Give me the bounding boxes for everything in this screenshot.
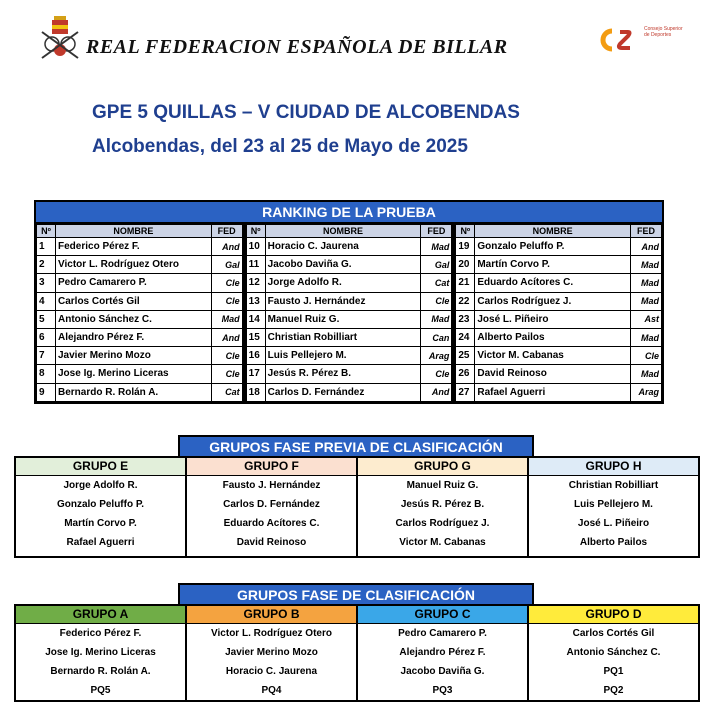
ranking-subtable: [455, 224, 662, 402]
table-row: [37, 238, 243, 256]
list-item: Martín Corvo P.: [64, 518, 137, 529]
rank-position: 19: [456, 238, 475, 256]
rank-position: 4: [37, 292, 56, 310]
player-federation: Mad: [631, 365, 662, 383]
table-row: [37, 365, 243, 383]
group-header: GRUPO D: [529, 606, 698, 624]
table-row: [456, 365, 662, 383]
table-row: [37, 310, 243, 328]
rank-position: 26: [456, 365, 475, 383]
player-federation: Mad: [631, 256, 662, 274]
ranking-header-row: [456, 225, 662, 238]
rank-position: 6: [37, 328, 56, 346]
list-item: Jorge Adolfo R.: [63, 480, 138, 491]
player-name: Victor L. Rodríguez Otero: [56, 256, 212, 274]
player-name: Christian Robilliart: [265, 328, 421, 346]
player-federation: Mad: [421, 238, 452, 256]
list-item: Victor L. Rodríguez Otero: [211, 628, 332, 639]
player-federation: Cle: [421, 292, 452, 310]
player-name: Victor M. Cabanas: [475, 347, 631, 365]
table-row: [37, 328, 243, 346]
player-federation: Mad: [421, 310, 452, 328]
player-federation: Mad: [211, 310, 242, 328]
group-column: [187, 458, 358, 556]
player-federation: Can: [421, 328, 452, 346]
table-row: [456, 310, 662, 328]
group-column: [529, 458, 698, 556]
previa-groups: [14, 456, 700, 558]
table-row: [246, 328, 452, 346]
table-row: [456, 347, 662, 365]
group-column: [16, 458, 187, 556]
ranking-column: [36, 224, 246, 402]
rank-position: 18: [246, 383, 265, 401]
ranking-header-row: [246, 225, 452, 238]
col-n-header: Nº: [246, 225, 265, 238]
player-name: Rafael Aguerri: [475, 383, 631, 401]
list-item: Jacobo Daviña G.: [400, 666, 485, 677]
group-column: [358, 458, 529, 556]
list-item: Luis Pellejero M.: [574, 499, 653, 510]
player-federation: Arag: [421, 347, 452, 365]
col-name-header: NOMBRE: [56, 225, 212, 238]
ranking-table: [34, 200, 664, 404]
list-item: Manuel Ruiz G.: [406, 480, 479, 491]
player-name: Javier Merino Mozo: [56, 347, 212, 365]
ranking-subtable: [246, 224, 453, 402]
player-name: Eduardo Acítores C.: [475, 274, 631, 292]
player-name: Antonio Sánchez C.: [56, 310, 212, 328]
player-name: David Reinoso: [475, 365, 631, 383]
player-name: Jorge Adolfo R.: [265, 274, 421, 292]
group-column: [16, 606, 187, 700]
ranking-columns: [34, 222, 664, 404]
list-item: Horacio C. Jaurena: [225, 666, 318, 677]
player-federation: And: [211, 238, 242, 256]
col-name-header: NOMBRE: [475, 225, 631, 238]
rank-position: 25: [456, 347, 475, 365]
player-federation: Mad: [631, 274, 662, 292]
group-header: GRUPO C: [358, 606, 527, 624]
player-name: Fausto J. Hernández: [265, 292, 421, 310]
list-item: Carlos D. Fernández: [223, 499, 320, 510]
rank-position: 5: [37, 310, 56, 328]
federation-crest-icon: [38, 14, 82, 62]
player-federation: Cle: [211, 292, 242, 310]
player-name: Pedro Camarero P.: [56, 274, 212, 292]
player-federation: Cat: [421, 274, 452, 292]
table-row: [456, 383, 662, 401]
group-header: GRUPO E: [16, 458, 185, 476]
col-n-header: Nº: [456, 225, 475, 238]
list-item: Victor M. Cabanas: [399, 537, 486, 548]
player-name: Bernardo R. Rolán A.: [56, 383, 212, 401]
list-item: Antonio Sánchez C.: [566, 647, 661, 658]
player-federation: Gal: [421, 256, 452, 274]
player-federation: Cle: [211, 274, 242, 292]
list-item: Carlos Rodríguez J.: [395, 518, 490, 529]
list-item: Gonzalo Peluffo P.: [56, 499, 145, 510]
clasificacion-title: GRUPOS FASE DE CLASIFICACIÓN: [178, 583, 534, 607]
rank-position: 22: [456, 292, 475, 310]
rank-position: 13: [246, 292, 265, 310]
list-item: Rafael Aguerri: [66, 537, 135, 548]
table-row: [37, 383, 243, 401]
rank-position: 10: [246, 238, 265, 256]
col-fed-header: FED: [631, 225, 662, 238]
group-header: GRUPO H: [529, 458, 698, 476]
player-name: Alejandro Pérez F.: [56, 328, 212, 346]
table-row: [37, 292, 243, 310]
list-item: Eduardo Acítores C.: [223, 518, 320, 529]
player-federation: Arag: [631, 383, 662, 401]
col-fed-header: FED: [211, 225, 242, 238]
player-name: Jesús R. Pérez B.: [265, 365, 421, 383]
player-name: Horacio C. Jaurena: [265, 238, 421, 256]
player-name: Carlos D. Fernández: [265, 383, 421, 401]
player-federation: Cat: [211, 383, 242, 401]
player-name: Jacobo Daviña G.: [265, 256, 421, 274]
rank-position: 12: [246, 274, 265, 292]
ranking-column: [455, 224, 662, 402]
group-column: [358, 606, 529, 700]
group-header: GRUPO A: [16, 606, 185, 624]
player-federation: And: [631, 238, 662, 256]
list-item: Alberto Pailos: [579, 537, 648, 548]
list-item: PQ5: [90, 685, 111, 696]
table-row: [456, 256, 662, 274]
ranking-title: RANKING DE LA PRUEBA: [34, 200, 664, 222]
event-title: GPE 5 QUILLAS – V CIUDAD DE ALCOBENDAS: [92, 102, 520, 123]
list-item: Federico Pérez F.: [59, 628, 142, 639]
table-row: [456, 274, 662, 292]
player-federation: Mad: [631, 292, 662, 310]
list-item: PQ3: [432, 685, 453, 696]
group-header: GRUPO G: [358, 458, 527, 476]
csd-logo: [598, 24, 682, 58]
table-row: [37, 274, 243, 292]
player-name: Luis Pellejero M.: [265, 347, 421, 365]
player-name: Jose Ig. Merino Liceras: [56, 365, 212, 383]
list-item: Alejandro Pérez F.: [399, 647, 486, 658]
table-row: [246, 256, 452, 274]
player-federation: Cle: [631, 347, 662, 365]
list-item: Christian Robilliart: [568, 480, 659, 491]
table-row: [246, 238, 452, 256]
rank-position: 7: [37, 347, 56, 365]
rank-position: 27: [456, 383, 475, 401]
rank-position: 21: [456, 274, 475, 292]
group-header: GRUPO F: [187, 458, 356, 476]
ranking-subtable: [36, 224, 243, 402]
player-name: José L. Piñeiro: [475, 310, 631, 328]
list-item: Javier Merino Mozo: [225, 647, 318, 658]
clasificacion-groups: [14, 604, 700, 702]
player-name: Alberto Pailos: [475, 328, 631, 346]
table-row: [456, 328, 662, 346]
player-name: Manuel Ruiz G.: [265, 310, 421, 328]
rank-position: 24: [456, 328, 475, 346]
group-column: [187, 606, 358, 700]
rank-position: 17: [246, 365, 265, 383]
previa-title: GRUPOS FASE PREVIA DE CLASIFICACIÓN: [178, 435, 534, 459]
player-name: Federico Pérez F.: [56, 238, 212, 256]
rank-position: 2: [37, 256, 56, 274]
table-row: [246, 310, 452, 328]
col-n-header: Nº: [37, 225, 56, 238]
table-row: [246, 365, 452, 383]
rank-position: 20: [456, 256, 475, 274]
rank-position: 15: [246, 328, 265, 346]
table-row: [37, 347, 243, 365]
rank-position: 23: [456, 310, 475, 328]
table-row: [456, 292, 662, 310]
rank-position: 1: [37, 238, 56, 256]
csd-logo-text: Consejo Superior de Deportes: [644, 26, 683, 38]
rank-position: 11: [246, 256, 265, 274]
table-row: [246, 383, 452, 401]
table-row: [246, 274, 452, 292]
table-row: [246, 347, 452, 365]
player-federation: Cle: [211, 347, 242, 365]
player-name: Gonzalo Peluffo P.: [475, 238, 631, 256]
player-name: Martín Corvo P.: [475, 256, 631, 274]
federation-name: REAL FEDERACION ESPAÑOLA DE BILLAR: [86, 36, 508, 58]
list-item: David Reinoso: [236, 537, 307, 548]
player-federation: Ast: [631, 310, 662, 328]
rank-position: 14: [246, 310, 265, 328]
player-federation: And: [211, 328, 242, 346]
list-item: Jesús R. Pérez B.: [400, 499, 485, 510]
col-fed-header: FED: [421, 225, 452, 238]
event-subtitle: Alcobendas, del 23 al 25 de Mayo de 2025: [92, 136, 468, 157]
table-row: [37, 256, 243, 274]
list-item: Jose Ig. Merino Liceras: [45, 647, 156, 658]
list-item: Pedro Camarero P.: [398, 628, 487, 639]
player-federation: Mad: [631, 328, 662, 346]
csd-logo-icon: [598, 28, 642, 52]
rank-position: 3: [37, 274, 56, 292]
player-federation: Cle: [211, 365, 242, 383]
rank-position: 9: [37, 383, 56, 401]
rank-position: 8: [37, 365, 56, 383]
list-item: PQ4: [261, 685, 282, 696]
list-item: Fausto J. Hernández: [222, 480, 321, 491]
table-row: [246, 292, 452, 310]
col-name-header: NOMBRE: [265, 225, 421, 238]
player-federation: And: [421, 383, 452, 401]
group-column: [529, 606, 698, 700]
list-item: Bernardo R. Rolán A.: [50, 666, 151, 677]
list-item: PQ1: [603, 666, 624, 677]
group-header: GRUPO B: [187, 606, 356, 624]
table-row: [456, 238, 662, 256]
player-federation: Gal: [211, 256, 242, 274]
list-item: PQ2: [603, 685, 624, 696]
ranking-header-row: [37, 225, 243, 238]
player-name: Carlos Cortés Gil: [56, 292, 212, 310]
list-item: Carlos Cortés Gil: [572, 628, 655, 639]
list-item: José L. Piñeiro: [577, 518, 650, 529]
ranking-column: [246, 224, 456, 402]
player-federation: Cle: [421, 365, 452, 383]
rank-position: 16: [246, 347, 265, 365]
player-name: Carlos Rodríguez J.: [475, 292, 631, 310]
